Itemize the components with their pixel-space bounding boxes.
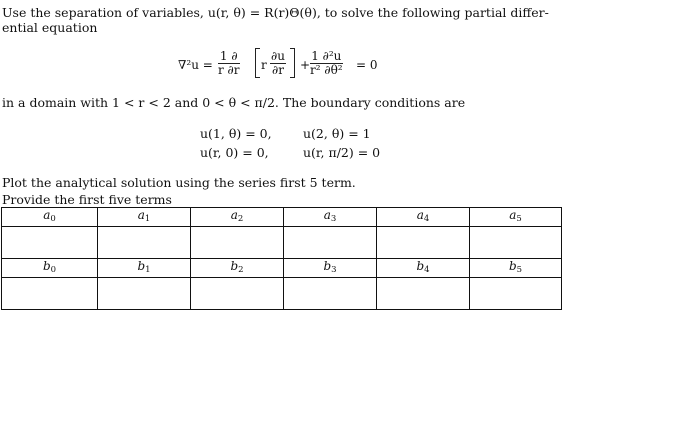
equation-fraction-1-numerator: 1 ∂	[219, 49, 238, 63]
answer-cell-a4[interactable]	[377, 227, 470, 259]
coefficient-table	[1, 207, 562, 310]
b-coefficient-answer-row	[2, 278, 562, 310]
header-a5: $a_5$	[470, 208, 562, 227]
equation-fraction-2-numerator: ∂u	[271, 49, 285, 63]
header-b0: $b_0$	[2, 259, 98, 278]
right-bracket	[290, 48, 295, 78]
a-coefficient-answer-row	[2, 227, 562, 259]
header-a4: $a_4$	[377, 208, 470, 227]
header-b4: $b_4$	[377, 259, 470, 278]
left-bracket	[255, 48, 260, 78]
equation-lhs: ∇²u =	[178, 58, 213, 72]
header-a1: $a_1$	[98, 208, 191, 227]
header-b1: $b_1$	[98, 259, 191, 278]
answer-cell-b5[interactable]	[470, 278, 562, 310]
equation-rhs: = 0	[356, 58, 378, 72]
b-coefficient-header-row	[2, 259, 562, 278]
answer-cell-b1[interactable]	[98, 278, 191, 310]
provide-terms-instruction: Provide the first five terms	[2, 192, 185, 208]
boundary-condition-4: u(r, π/2) = 0	[303, 145, 381, 160]
problem-statement-line-2: ential equation	[2, 20, 98, 35]
header-b5: $b_5$	[470, 259, 562, 278]
equation-fraction-2	[270, 50, 286, 77]
equation-fraction-1-denominator: r ∂r	[218, 63, 240, 77]
equation-fraction-2-denominator: ∂r	[271, 63, 284, 77]
answer-cell-b2[interactable]	[191, 278, 284, 310]
header-a0: $a_0$	[2, 208, 98, 227]
domain-statement: in a domain with 1 < r < 2 and 0 < θ < π/2. The boundary conditions are	[2, 95, 466, 110]
problem-statement-line-1: Use the separation of variables, u(r, θ) = R(r)Θ(θ), to solve the following partial differ-	[2, 5, 549, 20]
answer-cell-a3[interactable]	[284, 227, 377, 259]
answer-cell-b4[interactable]	[377, 278, 470, 310]
header-a2: $a_2$	[191, 208, 284, 227]
equation-inner-r: r	[261, 58, 267, 72]
answer-cell-a5[interactable]	[470, 227, 562, 259]
answer-cell-b0[interactable]	[2, 278, 98, 310]
a-coefficient-header-row	[2, 208, 562, 227]
header-b2: $b_2$	[191, 259, 284, 278]
boundary-condition-1: u(1, θ) = 0,	[200, 126, 272, 141]
answer-cell-a0[interactable]	[2, 227, 98, 259]
equation-fraction-3-denominator: r² ∂θ²	[310, 63, 343, 77]
pde-equation	[178, 46, 408, 88]
answer-cell-a1[interactable]	[98, 227, 191, 259]
header-a3: $a_3$	[284, 208, 377, 227]
answer-cell-a2[interactable]	[191, 227, 284, 259]
header-b3: $b_3$	[284, 259, 377, 278]
answer-cell-b3[interactable]	[284, 278, 377, 310]
equation-fraction-3-numerator: 1 ∂²u	[311, 49, 342, 63]
boundary-condition-3: u(r, 0) = 0,	[200, 145, 269, 160]
boundary-condition-2: u(2, θ) = 1	[303, 126, 371, 141]
equation-plus: +	[300, 58, 311, 72]
equation-fraction-1	[218, 50, 240, 77]
equation-fraction-3	[310, 50, 343, 77]
plot-instruction: Plot the analytical solution using the series first 5 term.	[2, 175, 356, 190]
